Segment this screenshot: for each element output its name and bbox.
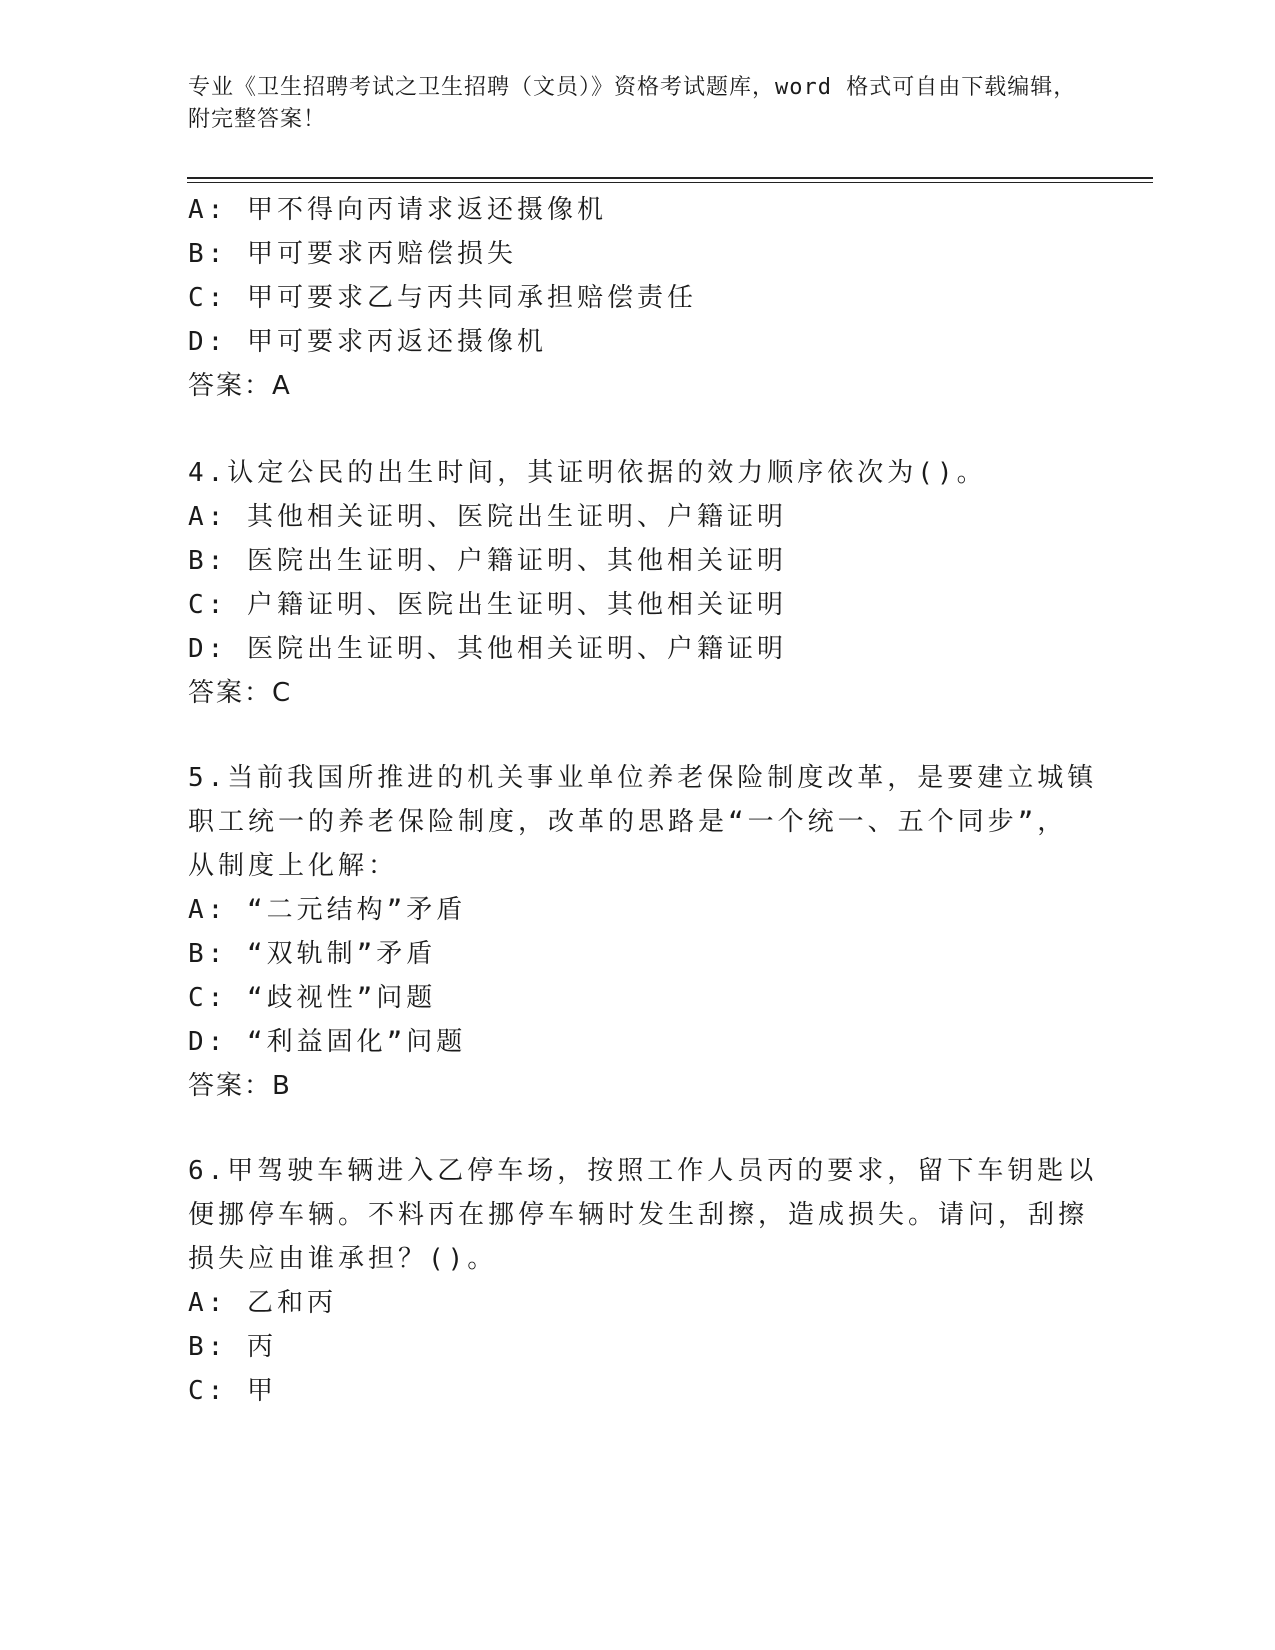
q3-option-b: B: 甲可要求丙赔偿损失 <box>188 239 517 269</box>
q4-answer: 答案：C <box>188 678 293 708</box>
q5-option-a: A: “二元结构”矛盾 <box>188 895 467 925</box>
document-header: 专业《卫生招聘考试之卫生招聘（文员）》资格考试题库，word 格式可自由下载编辑，附完整答案！ <box>188 75 1077 132</box>
q5-stem-line-1: 5.当前我国所推进的机关事业单位养老保险制度改革，是要建立城镇 <box>188 763 1098 793</box>
q5-stem-line-3: 从制度上化解： <box>188 851 399 881</box>
header-rule-thick <box>187 177 1153 179</box>
q4-option-c: C: 户籍证明、医院出生证明、其他相关证明 <box>188 590 787 620</box>
q6-stem-line-2: 便挪停车辆。不料丙在挪停车辆时发生刮擦，造成损失。请问，刮擦 <box>188 1200 1089 1230</box>
q3-option-d: D: 甲可要求丙返还摄像机 <box>188 327 547 357</box>
q5-option-c: C: “歧视性”问题 <box>188 983 437 1013</box>
q4-option-b: B: 医院出生证明、户籍证明、其他相关证明 <box>188 546 787 576</box>
q6-stem-line-1: 6.甲驾驶车辆进入乙停车场，按照工作人员丙的要求，留下车钥匙以 <box>188 1156 1098 1186</box>
q6-option-b: B: 丙 <box>188 1332 277 1362</box>
header-rule-thin <box>187 182 1153 183</box>
q6-option-a: A: 乙和丙 <box>188 1288 337 1318</box>
q3-answer: 答案：A <box>188 371 292 401</box>
q5-option-b: B: “双轨制”矛盾 <box>188 939 437 969</box>
q5-stem-line-2: 职工统一的养老保险制度，改革的思路是“一个统一、五个同步”， <box>188 807 1068 837</box>
q4-option-a: A: 其他相关证明、医院出生证明、户籍证明 <box>188 502 787 532</box>
q5-option-d: D: “利益固化”问题 <box>188 1027 467 1057</box>
q3-option-c: C: 甲可要求乙与丙共同承担赔偿责任 <box>188 283 697 313</box>
q4-stem: 4.认定公民的出生时间，其证明依据的效力顺序依次为()。 <box>188 458 987 488</box>
q5-answer: 答案：B <box>188 1071 292 1101</box>
q6-option-c: C: 甲 <box>188 1376 277 1406</box>
q3-option-a: A: 甲不得向丙请求返还摄像机 <box>188 195 607 225</box>
q4-option-d: D: 医院出生证明、其他相关证明、户籍证明 <box>188 634 787 664</box>
q6-stem-line-3: 损失应由谁承担？()。 <box>188 1244 498 1274</box>
